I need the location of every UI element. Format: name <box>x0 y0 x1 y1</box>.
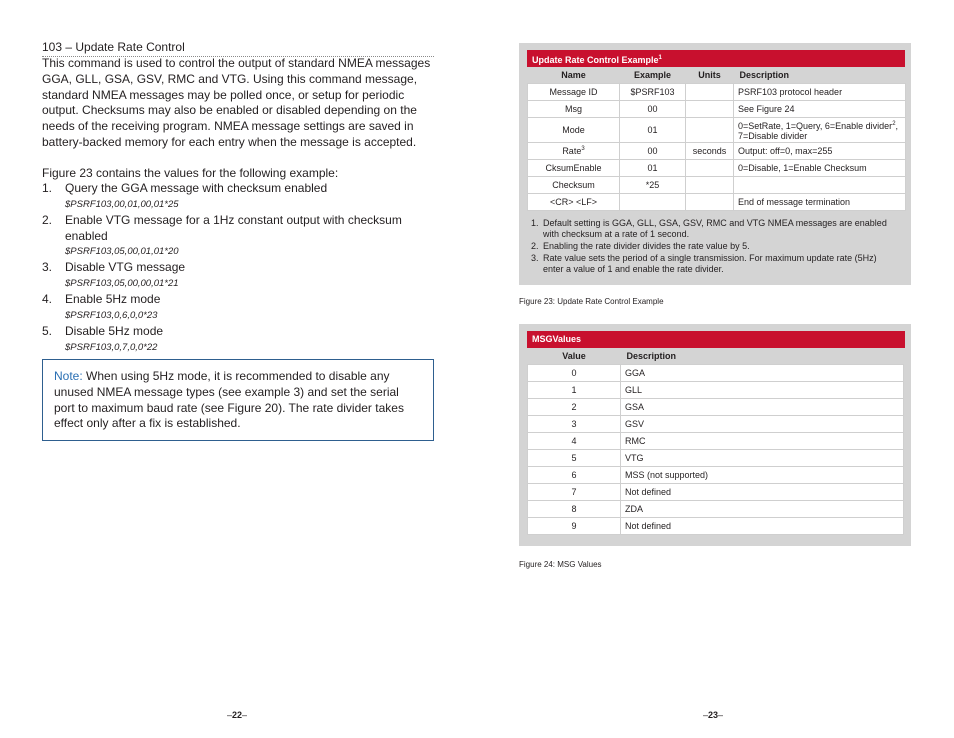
table-row <box>528 177 906 194</box>
footnote-text: Enabling the rate divider divides the rate value by 5. <box>543 241 750 251</box>
footnote-item <box>527 253 899 275</box>
table-row <box>528 450 904 467</box>
step-text: Query the GGA message with checksum enabled <box>65 181 328 195</box>
column-header: Units <box>698 70 721 80</box>
intro-paragraph: This command is used to control the output of standard NMEA messages GGA, GLL, GSA, GSV, RMC and VTG. Using this command message, standard NMEA messages may be polled once, or setup for periodic output. Checksums may also be enabled or disabled depending on the needs of the receiving program. NMEA message settings are saved in battery-backed memory for each entry when the message is accepted. <box>42 56 431 149</box>
step-command: $PSRF103,05,00,01,01*20 <box>65 246 179 258</box>
column-header: Description <box>626 351 677 361</box>
figure-24-caption: Figure 24: MSG Values <box>519 560 602 569</box>
example-steps <box>42 181 437 356</box>
step-text: Disable 5Hz mode <box>65 323 164 338</box>
table-row <box>528 501 904 518</box>
cell-value: 6 <box>528 467 621 484</box>
cell-name <box>528 143 620 160</box>
right-page <box>477 0 954 738</box>
footnote-text: Default setting is GGA, GLL, GSA, GSV, RMC and VTG NMEA messages are enabled with checksum at a rate of 1 second. <box>543 218 887 239</box>
cell-example: $PSRF103 <box>620 84 686 101</box>
note-text: When using 5Hz mode, it is recommended to disable any unused NMEA message types (see example 3) and set the serial port to maximum baud rate (see Figure 20). The rate divider takes effect only after a fix is established. <box>54 369 404 431</box>
page-number-value: 22 <box>232 710 243 720</box>
cell-units <box>686 84 734 101</box>
cell-value: 4 <box>528 433 621 450</box>
table-row <box>528 194 906 211</box>
cell-value: 5 <box>528 450 621 467</box>
cell-description: Not defined <box>621 484 904 501</box>
figure-header: MSGValues <box>527 331 905 348</box>
column-header: Value <box>562 351 586 361</box>
cell-units <box>686 194 734 211</box>
cell-description: GSA <box>621 399 904 416</box>
update-rate-table <box>527 67 906 211</box>
step-command: $PSRF103,00,01,00,01*25 <box>65 198 179 210</box>
cell-example: 01 <box>620 118 686 143</box>
table-row <box>528 484 904 501</box>
step-text: Enable VTG message for a 1Hz constant output with checksum enabled <box>65 212 402 243</box>
footnote-marker: 3 <box>581 146 585 152</box>
footnote-number: 2. <box>531 241 539 251</box>
section-title: 103 – Update Rate Control <box>42 40 434 57</box>
cell-description: MSS (not supported) <box>621 467 904 484</box>
note-box <box>42 359 434 441</box>
table-header-row <box>528 348 904 365</box>
step-text: Disable VTG message <box>65 260 186 275</box>
table-row <box>528 160 906 177</box>
cell-value: 1 <box>528 382 621 399</box>
step-item <box>42 181 437 197</box>
cell-description: RMC <box>621 433 904 450</box>
table-header-row <box>528 67 906 84</box>
footnote-text: Rate value sets the period of a single transmission. For maximum update rate (5Hz) enter a value of 1 and enable the rate divider. <box>543 253 877 274</box>
step-item <box>42 324 437 340</box>
step-command: $PSRF103,0,7,0,0*22 <box>65 341 158 353</box>
cell-description: GGA <box>621 365 904 382</box>
cell-description: VTG <box>621 450 904 467</box>
cell-name: <CR> <LF> <box>528 194 620 211</box>
footnote-marker: 2 <box>892 121 896 127</box>
footnote-number: 1. <box>531 218 539 228</box>
cell-example: 00 <box>620 143 686 160</box>
table-row <box>528 399 904 416</box>
table-row <box>528 518 904 535</box>
cell-units <box>686 177 734 194</box>
column-header: Example <box>633 70 672 80</box>
cell-units <box>686 160 734 177</box>
cell-value: 9 <box>528 518 621 535</box>
update-rate-figure <box>519 43 911 285</box>
footnote-number: 3. <box>531 253 539 263</box>
cell-units <box>686 101 734 118</box>
example-intro: Figure 23 contains the values for the following example: <box>42 166 339 180</box>
cell-description: Not defined <box>621 518 904 535</box>
step-item <box>42 292 437 308</box>
cell-name: Message ID <box>528 84 620 101</box>
page-number-value: 23 <box>708 710 719 720</box>
step-number: 1. <box>42 181 53 195</box>
cell-description <box>734 118 906 143</box>
cell-description: End of message termination <box>734 194 906 211</box>
cell-description: PSRF103 protocol header <box>734 84 906 101</box>
page-number-23: –23– <box>703 710 724 720</box>
cell-value: 2 <box>528 399 621 416</box>
description-text: , 7=Disable divider <box>738 121 899 141</box>
table-row <box>528 101 906 118</box>
table-row <box>528 118 906 143</box>
step-number: 5. <box>42 323 53 338</box>
cell-units: seconds <box>686 143 734 160</box>
cell-name: Msg <box>528 101 620 118</box>
cell-example: 01 <box>620 160 686 177</box>
cell-example <box>620 194 686 211</box>
cell-description: 0=Disable, 1=Enable Checksum <box>734 160 906 177</box>
cell-name: Mode <box>528 118 620 143</box>
step-command: $PSRF103,0,6,0,0*23 <box>65 309 158 321</box>
step-number: 2. <box>42 212 53 227</box>
table-row <box>528 365 904 382</box>
cell-value: 0 <box>528 365 621 382</box>
table-row <box>528 416 904 433</box>
table-row <box>528 143 906 160</box>
table-row <box>528 467 904 484</box>
step-command: $PSRF103,05,00,00,01*21 <box>65 278 179 290</box>
cell-description: Output: off=0, max=255 <box>734 143 906 160</box>
cell-name: CksumEnable <box>528 160 620 177</box>
cell-description: See Figure 24 <box>734 101 906 118</box>
cell-value: 3 <box>528 416 621 433</box>
column-header: Description <box>739 70 790 80</box>
cell-value: 7 <box>528 484 621 501</box>
cell-units <box>686 118 734 143</box>
table-row <box>528 433 904 450</box>
figure-header <box>527 50 905 67</box>
step-item <box>42 260 437 276</box>
msg-values-figure <box>519 324 911 546</box>
cell-description: GLL <box>621 382 904 399</box>
step-number: 4. <box>42 292 53 307</box>
name-text: Rate <box>562 146 582 156</box>
table-row <box>528 382 904 399</box>
figure-23-caption: Figure 23: Update Rate Control Example <box>519 297 664 306</box>
step-number: 3. <box>42 260 53 275</box>
note-label: Note: <box>54 369 83 383</box>
cell-value: 8 <box>528 501 621 518</box>
cell-description: ZDA <box>621 501 904 518</box>
cell-description: GSV <box>621 416 904 433</box>
figure-title: Update Rate Control Example <box>532 55 659 65</box>
cell-example: *25 <box>620 177 686 194</box>
footnote-item <box>527 218 899 240</box>
footnote-marker: 1 <box>658 55 662 61</box>
table-footnotes <box>527 218 899 276</box>
cell-name: Checksum <box>528 177 620 194</box>
page-number-22: –22– <box>227 710 248 720</box>
step-text: Enable 5Hz mode <box>65 292 161 307</box>
cell-description <box>734 177 906 194</box>
description-text: 0=SetRate, 1=Query, 6=Enable divider <box>738 121 893 131</box>
footnote-item <box>527 241 899 252</box>
column-header: Name <box>561 70 586 80</box>
step-item <box>42 213 437 245</box>
msg-values-table <box>527 348 904 535</box>
cell-example: 00 <box>620 101 686 118</box>
table-row <box>528 84 906 101</box>
